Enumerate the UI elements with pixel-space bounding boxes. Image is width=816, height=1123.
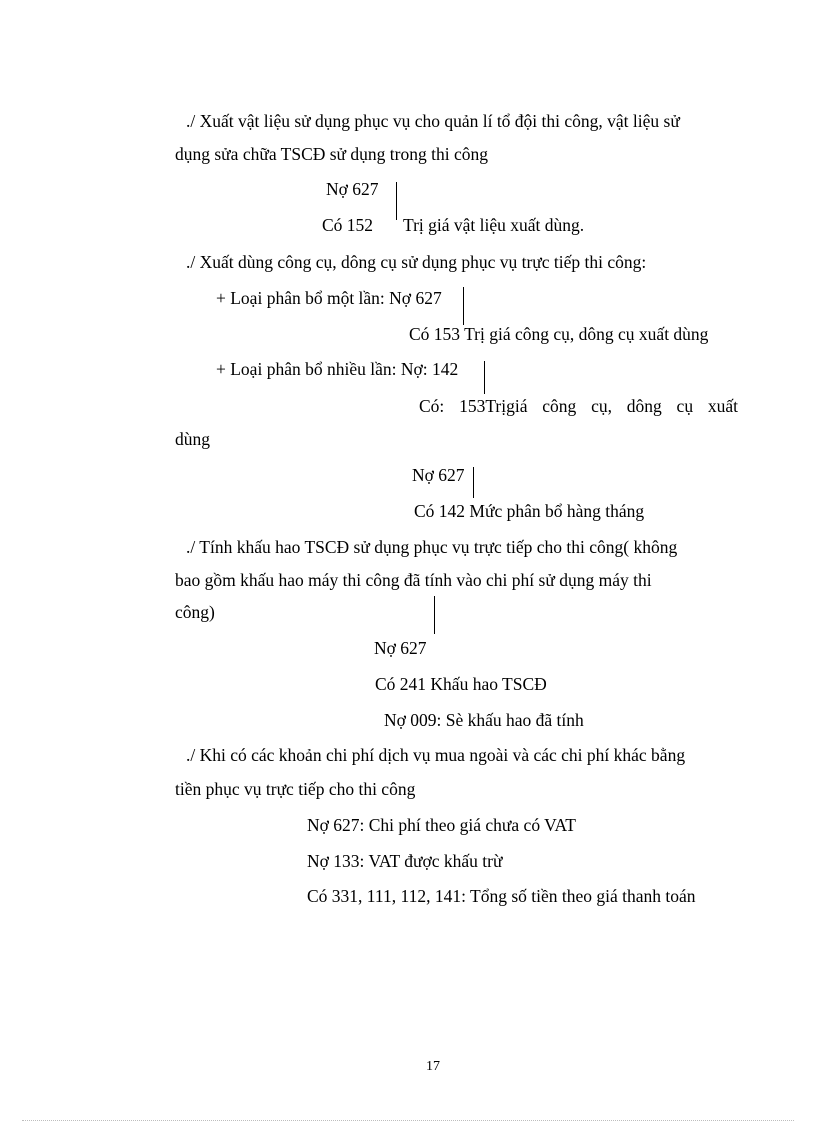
credit-word: cụ	[676, 396, 694, 416]
section3-debit: Nợ 627	[374, 638, 427, 658]
section2-item2-credit	[419, 396, 738, 416]
section4-line2: tiền phục vụ trực tiếp cho thi công	[175, 779, 416, 799]
section3-line2: bao gồm khấu hao máy thi công đã tính vào chi phí sử dụng máy thi	[175, 570, 652, 590]
section2-item2-credit-wrap: dùng	[175, 429, 210, 449]
section1-line1: ./ Xuất vật liệu sử dụng phục vụ cho quản lí tổ đội thi công, vật liệu sử	[186, 111, 680, 131]
section1-debit: Nợ 627	[326, 179, 379, 199]
t-account-divider	[463, 287, 464, 325]
section4-entry2: Nợ 133: VAT được khấu trừ	[307, 851, 503, 871]
section1-line2: dụng sửa chữa TSCĐ sử dụng trong thi công	[175, 144, 488, 164]
t-account-divider	[484, 361, 485, 394]
section4-entry3: Có 331, 111, 112, 141: Tổng số tiền theo giá thanh toán	[307, 886, 696, 906]
credit-word: dông	[626, 396, 662, 416]
section3-offbalance: Nợ 009: Sè khấu hao đã tính	[384, 710, 584, 730]
credit-word: cụ,	[591, 396, 612, 416]
t-account-divider	[473, 467, 474, 498]
section2-item3-credit: Có 142 Mức phân bổ hàng tháng	[414, 501, 645, 521]
section4-line1: ./ Khi có các khoản chi phí dịch vụ mua ngoài và các chi phí khác bằng	[186, 745, 686, 765]
section2-item2-label: + Loại phân bổ nhiều lần: Nợ: 142	[216, 359, 459, 379]
t-account-divider	[434, 596, 435, 634]
section1-credit: Có 152	[322, 215, 374, 235]
footer-divider	[22, 1120, 794, 1121]
section2-heading: ./ Xuất dùng công cụ, dông cụ sử dụng phục vụ trực tiếp thi công:	[186, 252, 647, 272]
section3-credit: Có 241 Khấu hao TSCĐ	[375, 674, 547, 694]
section1-credit-desc: Trị giá vật liệu xuất dùng.	[403, 215, 585, 235]
credit-word: xuất	[707, 396, 738, 416]
section3-line1: ./ Tính khấu hao TSCĐ sử dụng phục vụ trực tiếp cho thi công( không	[186, 537, 678, 557]
section2-item1-label: + Loại phân bổ một lần: Nợ 627	[216, 288, 442, 308]
credit-word: Có:	[419, 396, 445, 416]
section3-line3: công)	[175, 602, 215, 622]
section2-item3-debit: Nợ 627	[412, 465, 465, 485]
section4-entry1: Nợ 627: Chi phí theo giá chưa có VAT	[307, 815, 576, 835]
section2-item1-credit: Có 153 Trị giá công cụ, dông cụ xuất dùng	[409, 324, 709, 344]
credit-word: công	[542, 396, 577, 416]
page-number: 17	[426, 1059, 440, 1074]
t-account-divider	[396, 182, 397, 220]
credit-word: 153Trịgiá	[459, 396, 528, 416]
